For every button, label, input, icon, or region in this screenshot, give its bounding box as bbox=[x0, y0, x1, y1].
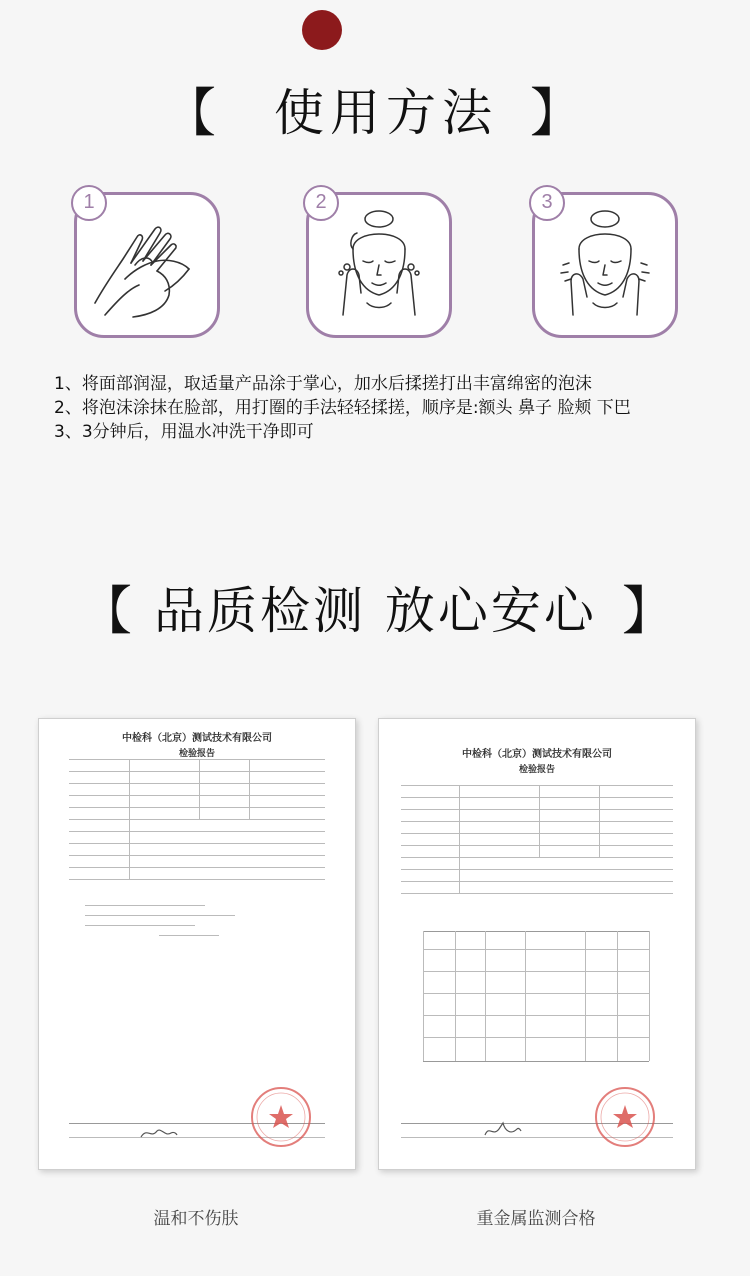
step-2-card bbox=[306, 192, 452, 338]
step-1-card bbox=[74, 192, 220, 338]
usage-section-title bbox=[0, 86, 750, 146]
official-seal bbox=[249, 1085, 313, 1149]
official-seal bbox=[593, 1085, 657, 1149]
report-title: 检验报告 bbox=[178, 749, 215, 759]
usage-title: 使用方法 bbox=[274, 84, 498, 142]
instructions-list bbox=[54, 372, 744, 444]
report-org: 中检科（北京）测试技术有限公司 bbox=[462, 749, 612, 760]
report-1-caption: 温和不伤肤 bbox=[153, 1209, 239, 1229]
inspection-report-2 bbox=[378, 718, 696, 1170]
instruction-step-3: 3、3分钟后，用温水冲洗干净即可 bbox=[54, 422, 314, 442]
step-number: 3 bbox=[529, 185, 565, 221]
step-3-card bbox=[532, 192, 678, 338]
hands-lather-icon bbox=[85, 205, 209, 329]
decorative-dot bbox=[302, 10, 342, 50]
instruction-step-1: 1、将面部润湿，取适量产品涂于掌心，加水后揉搓打出丰富绵密的泡沫 bbox=[54, 374, 592, 394]
step-number: 1 bbox=[71, 185, 107, 221]
bracket-left: 【 bbox=[80, 582, 133, 642]
bracket-right: 】 bbox=[530, 84, 583, 144]
bracket-left: 【 bbox=[164, 84, 217, 144]
face-massage-icon bbox=[317, 205, 441, 329]
step-number: 2 bbox=[303, 185, 339, 221]
signature bbox=[139, 1125, 179, 1141]
instruction-step-2: 2、将泡沫涂抹在脸部，用打圈的手法轻轻揉搓，顺序是:额头 鼻子 脸颊 下巴 bbox=[54, 398, 631, 418]
report-org: 中检科（北京）测试技术有限公司 bbox=[122, 733, 272, 744]
face-rinse-icon bbox=[543, 205, 667, 329]
quality-section-title bbox=[0, 582, 750, 646]
signature bbox=[483, 1121, 523, 1139]
quality-title: 品质检测 放心安心 bbox=[154, 582, 597, 640]
report-2-caption: 重金属监测合格 bbox=[476, 1209, 596, 1229]
bracket-right: 】 bbox=[622, 582, 675, 642]
report-title: 检验报告 bbox=[518, 765, 555, 775]
inspection-report-1 bbox=[38, 718, 356, 1170]
